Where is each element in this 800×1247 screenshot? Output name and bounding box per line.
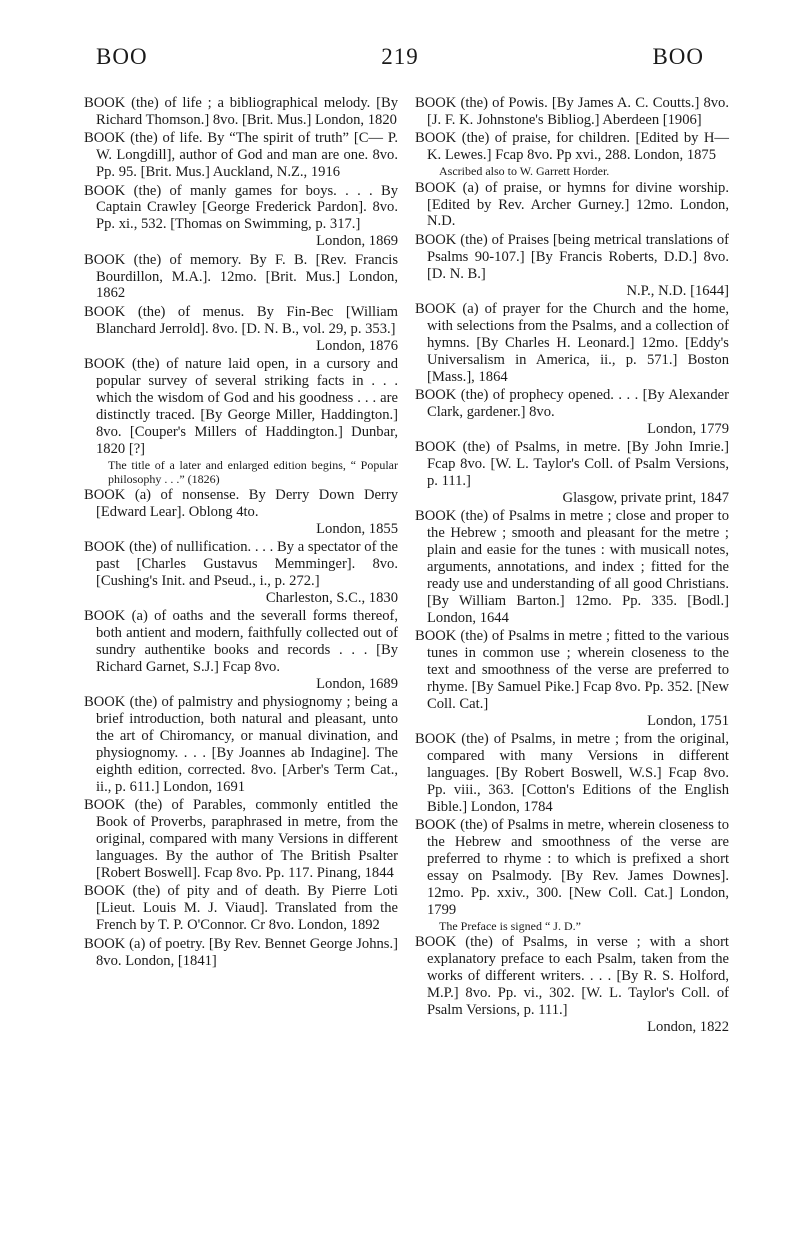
running-head-right: BOO [652,44,704,69]
bibliography-entry [84,183,398,251]
bibliography-entry [84,608,398,693]
entry-imprint: London, 1876 [316,337,398,354]
entry-text: BOOK (the) of Psalms, in metre. [By John Imrie.] Fcap 8vo. [W. L. Taylor's Coll. of Psalm Versions, p. 111.] [415,439,729,490]
entry-text: BOOK (the) of manly games for boys. . . . By Captain Crawley [George Frederick Pardon]. 8vo. Pp. xi., 532. [Thomas on Swimming, p. 317.] [84,182,398,233]
entry-text: BOOK (the) of prophecy opened. . . . [By Alexander Clark, gardener.] 8vo. [415,387,729,420]
bibliography-entry [415,439,729,507]
entry-text: BOOK (the) of Praises [being metrical translations of Psalms 90-107.] [By Francis Roberts, D.D.] 8vo. [D. N. B.] [415,231,729,282]
entry-text: BOOK (the) of pity and of death. By Pierre Loti [Lieut. Louis M. J. Viaud]. Translated from the French by T. P. O'Connor. Cr 8vo. London, 1892 [84,883,398,934]
entry-text: BOOK (the) of Parables, commonly entitled the Book of Proverbs, paraphrased in metre, from the original, compared with many Versions in different languages. By the author of The British Psalter [Robert Boswell]. Fcap 8vo. Pp. 117. Pinang, 1844 [84,797,398,881]
bibliography-entry [415,387,729,438]
bibliography-entry [84,694,398,795]
left-column [84,95,398,971]
entry-text: BOOK (the) of memory. By F. B. [Rev. Francis Bourdillon, M.A.]. 12mo. [Brit. Mus.] London, 1862 [84,251,398,302]
entry-text: BOOK (a) of poetry. [By Rev. Bennet George Johns.] 8vo. London, [1841] [84,935,398,969]
bibliography-entry [415,95,729,129]
entry-text: BOOK (the) of nullification. . . . By a spectator of the past [Charles Gustavus Memminger]. 8vo. [Cushing's Init. and Pseud., i., p. 272.] [84,539,398,590]
entry-imprint: London, 1751 [647,712,729,729]
bibliography-entry [84,936,398,970]
entry-imprint: London, 1689 [316,676,398,692]
bibliography-entry [84,252,398,303]
bibliography-entry [84,539,398,607]
entry-note: Ascribed also to W. Garrett Horder. [439,164,610,179]
entry-text: BOOK (the) of Powis. [By James A. C. Coutts.] 8vo. [J. F. K. Johnstone's Bibliog.] Aberdeen [1906] [415,95,729,128]
entry-text: BOOK (the) of nature laid open, in a cursory and popular survey of several striking facts in . . . which the wisdom of God and his goodness . . . are distinctly traced. [By George Miller, Haddington.] 8vo. [Couper's Millers of Haddington.] Dunbar, 1820 [?] [84,356,398,457]
bibliography-entry [84,95,398,129]
bibliography-entry [84,356,398,485]
entry-text: BOOK (a) of oaths and the severall forms thereof, both antient and modern, faithfully collected out of sundry authentike books and records . . . [By Richard Garnet, S.J.] Fcap 8vo. [84,608,398,676]
entry-text: BOOK (the) of life. By “The spirit of truth” [C— P. W. Longdill], author of God and man are one. 8vo. Pp. 95. [Brit. Mus.] Auckland, N.Z., 1916 [84,130,398,181]
bibliography-entry [415,130,729,178]
entry-text: BOOK (the) of life ; a bibliographical melody. [By Richard Thomson.] 8vo. [Brit. Mus.] London, 1820 [84,95,398,128]
entry-text: BOOK (a) of prayer for the Church and the home, with selections from the Psalms, and a collection of hymns. [By Charles H. Leonard.] 12mo. [Eddy's Universalism in America, ii., p. 571.] Boston [Mass.], 1864 [415,300,729,385]
bibliography-entry [415,934,729,1035]
entry-imprint: London, 1855 [316,520,398,537]
entry-text: BOOK (the) of palmistry and physiognomy ; being a brief introduction, both natural and pleasant, unto the art of Chiromancy, or manual divination, and physiognomy. . . . [By Joannes ab Indagine]. The eighth edition, corrected. 8vo. [Arber's Term Cat., ii., p. 611.] London, 1691 [84,694,398,795]
bibliography-entry [84,883,398,934]
entry-text: BOOK (a) of nonsense. By Derry Down Derry [Edward Lear]. Oblong 4to. [84,487,398,520]
entry-imprint: Charleston, S.C., 1830 [265,589,398,606]
entry-text: BOOK (the) of Psalms, in verse ; with a short explanatory preface to each Psalm, taken from the works of different writers. . . . [By R. S. Holford, M.P.] 8vo. Pp. vi., 302. [W. L. Taylor's Coll. of Psalm Versions, p. 111.] [415,934,729,1018]
bibliography-entry [415,508,729,626]
entry-text: BOOK (the) of Psalms in metre ; fitted to the various tunes in common use ; wherein closeness to the text and smoothness of the verse are preferred to rhyme. [By Samuel Pike.] Fcap 8vo. Pp. 352. [New Coll. Cat.] [415,628,729,712]
entry-text: BOOK (the) of Psalms in metre ; close and proper to the Hebrew ; smooth and pleasant for the metre ; plain and easie for the tunes : with musicall notes, arguments, annotations, and index ; fitted for the ready use and understanding of all good Christians. [By William Barton.] 12mo. Pp. 335. [Bodl.] London, 1644 [415,508,729,626]
bibliography-entry [415,301,729,386]
entry-text: BOOK (the) of Psalms in metre, wherein closeness to the Hebrew and smoothness of the verse are preferred to rhyme : to which is prefixed a short essay on Psalmody. [By Rev. James Downes]. 12mo. Pp. xxiv., 300. [New Coll. Cat.] London, 1799 [415,817,729,918]
running-head-left: BOO [96,44,148,69]
entry-note: The Preface is signed “ J. D.” [439,918,581,933]
entry-imprint: Glasgow, private print, 1847 [562,489,729,506]
entry-text: BOOK (the) of menus. By Fin-Bec [William Blanchard Jerrold]. 8vo. [D. N. B., vol. 29, p. 353.] [84,303,398,337]
page-header [0,44,800,84]
entry-imprint: London, 1869 [316,233,398,250]
entry-imprint: N.P., N.D. [1644] [626,282,729,299]
entry-text: BOOK (a) of praise, or hymns for divine worship. [Edited by Rev. Archer Gurney.] 12mo. London, N.D. [415,179,729,230]
bibliography-entry [415,180,729,231]
bibliography-entry [84,130,398,181]
entry-text: BOOK (the) of praise, for children. [Edited by H— K. Lewes.] Fcap 8vo. Pp xvi., 288. London, 1875 [415,130,729,164]
entry-imprint: London, 1822 [647,1018,729,1035]
entry-note: The title of a later and enlarged edition begins, “ Popular philosophy . . .” (1826) [108,457,398,486]
page-number: 219 [381,44,419,69]
bibliography-entry [84,797,398,882]
bibliography-entry [415,731,729,816]
bibliography-entry [415,232,729,300]
entry-imprint: London, 1779 [647,420,729,437]
bibliography-entry [415,628,729,729]
bibliography-entry [84,487,398,538]
bibliography-entry [84,304,398,355]
bibliography-entry [415,817,729,932]
entry-text: BOOK (the) of Psalms, in metre ; from the original, compared with many Versions in different languages. [By Robert Boswell, W.S.] Fcap 8vo. Pp. viii., 363. [Cotton's Editions of the English Bible.] London, 1784 [415,731,729,815]
right-column [415,95,729,1037]
